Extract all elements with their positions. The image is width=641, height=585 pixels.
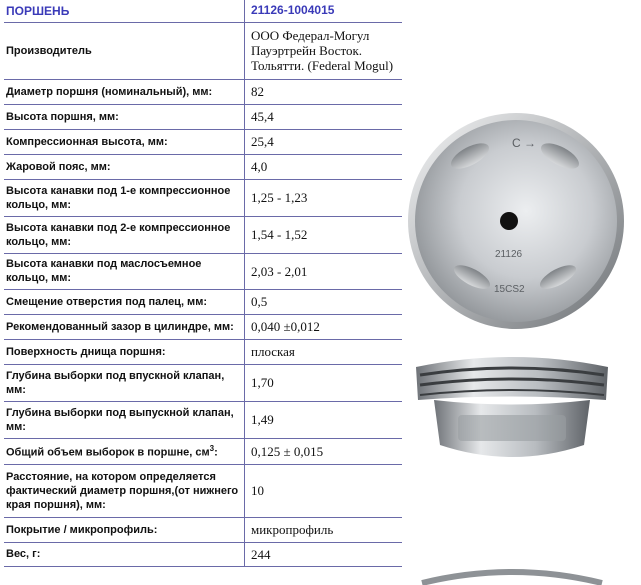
row-label: Высота канавки под 1-е компрессионное кольцо, мм:	[4, 179, 245, 216]
table-row	[4, 401, 402, 438]
row-label: Диаметр поршня (номинальный), мм:	[4, 79, 245, 104]
row-label: Производитель	[4, 22, 245, 79]
crown-code-marking: 15CS2	[494, 284, 525, 295]
table-row	[4, 542, 402, 566]
piston-spec-table	[4, 0, 402, 567]
row-label	[4, 438, 245, 464]
row-value: 4,0	[245, 154, 403, 179]
table-row	[4, 179, 402, 216]
row-label: Смещение отверстия под палец, мм:	[4, 289, 245, 314]
row-label: Покрытие / микропрофиль:	[4, 517, 245, 542]
part-number: 21126-1004015	[245, 0, 403, 22]
row-label-tail: :	[214, 446, 218, 459]
row-label: Компрессионная высота, мм:	[4, 129, 245, 154]
row-value: микропрофиль	[245, 517, 403, 542]
row-value: 1,70	[245, 364, 403, 401]
row-value: 1,25 - 1,23	[245, 179, 403, 216]
table-row	[4, 339, 402, 364]
piston-partial-image	[402, 565, 641, 585]
row-value: 25,4	[245, 129, 403, 154]
row-label-text: Общий объем выборок в поршне, см	[6, 446, 210, 459]
unit-superscript: 3	[209, 444, 215, 454]
table-row	[4, 79, 402, 104]
piston-photos	[402, 0, 641, 583]
row-label: Высота поршня, мм:	[4, 104, 245, 129]
row-value: 10	[245, 464, 403, 517]
row-value: 45,4	[245, 104, 403, 129]
table-row	[4, 364, 402, 401]
table-row	[4, 216, 402, 253]
row-value: 0,5	[245, 289, 403, 314]
row-value: ООО Федерал-Могул Пауэртрейн Восток. Тольятти. (Federal Mogul)	[245, 22, 403, 79]
row-value: 82	[245, 79, 403, 104]
table-header-row	[4, 0, 402, 22]
row-label: Глубина выборки под выпускной клапан, мм:	[4, 401, 245, 438]
table-row	[4, 314, 402, 339]
row-value: 244	[245, 542, 403, 566]
row-label: Жаровой пояс, мм:	[4, 154, 245, 179]
piston-top-view-image	[402, 0, 641, 340]
table-row	[4, 104, 402, 129]
crown-arrow-marking: C →	[512, 136, 536, 150]
row-label: Расстояние, на котором определяется фактический диаметр поршня,(от нижнего края поршня), мм:	[4, 464, 245, 517]
row-value: 1,54 - 1,52	[245, 216, 403, 253]
table-row	[4, 517, 402, 542]
table-row	[4, 129, 402, 154]
row-label: Рекомендованный зазор в цилиндре, мм:	[4, 314, 245, 339]
row-value: 0,125 ± 0,015	[245, 438, 403, 464]
table-row	[4, 22, 402, 79]
crown-model-marking: 21126	[495, 249, 523, 260]
table-row	[4, 438, 402, 464]
row-value: 0,040 ±0,012	[245, 314, 403, 339]
row-value: 1,49	[245, 401, 403, 438]
row-label: Вес, г:	[4, 542, 245, 566]
row-label: Высота канавки под маслосъемное кольцо, мм:	[4, 253, 245, 289]
table-row	[4, 464, 402, 517]
row-value: 2,03 - 2,01	[245, 253, 403, 289]
product-title: ПОРШЕНЬ	[4, 0, 245, 22]
table-row	[4, 253, 402, 289]
row-label: Высота канавки под 2-е компрессионное кольцо, мм:	[4, 216, 245, 253]
row-label: Глубина выборки под впускной клапан, мм:	[4, 364, 245, 401]
table-row	[4, 154, 402, 179]
piston-side-view-image	[402, 345, 641, 505]
table-row	[4, 289, 402, 314]
row-label: Поверхность днища поршня:	[4, 339, 245, 364]
row-value: плоская	[245, 339, 403, 364]
